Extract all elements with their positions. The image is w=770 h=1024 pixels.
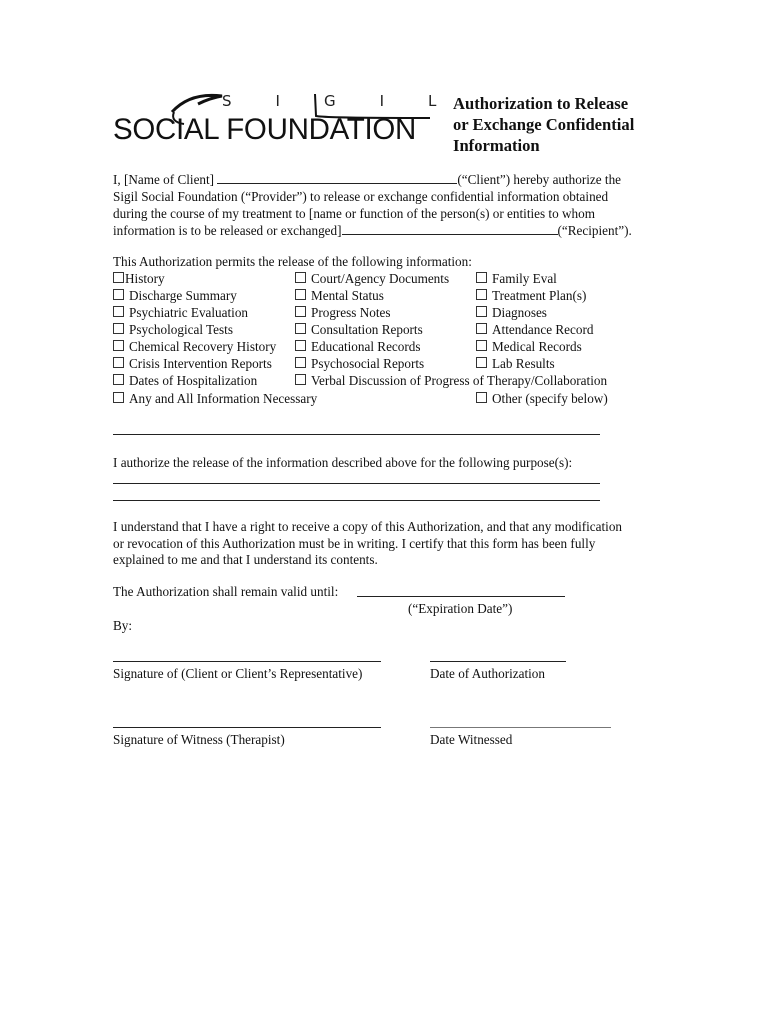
date-witnessed-field[interactable] — [430, 727, 611, 728]
title-line-2: or Exchange Confidential — [453, 115, 635, 134]
date-witnessed-label: Date Witnessed — [430, 732, 513, 747]
checkbox-medical-records[interactable] — [476, 338, 582, 355]
checkbox-box[interactable] — [295, 340, 306, 351]
checkbox-diagnoses[interactable] — [476, 304, 547, 321]
client-name-field[interactable] — [217, 171, 457, 184]
checkbox-consultation-reports[interactable] — [295, 321, 423, 338]
checkbox-court-docs[interactable] — [295, 270, 449, 287]
page-title — [453, 93, 693, 156]
checkbox-chemical-recovery[interactable] — [113, 338, 276, 355]
understand-line-1: I understand that I have a right to receive a copy of this Authorization, and that any modification — [113, 519, 623, 534]
other-specify-field[interactable] — [113, 434, 600, 435]
checkbox-psychiatric-eval[interactable] — [113, 304, 248, 321]
checkbox-label: Educational Records — [311, 339, 421, 354]
checkbox-box[interactable] — [295, 306, 306, 317]
checkbox-lab-results[interactable] — [476, 355, 555, 372]
checkbox-label: Psychological Tests — [129, 322, 233, 337]
by-label: By: — [113, 618, 133, 633]
checkbox-box[interactable] — [113, 323, 124, 334]
checkbox-label: Lab Results — [492, 356, 555, 371]
checkbox-box[interactable] — [113, 306, 124, 317]
expiration-date-field[interactable] — [357, 596, 565, 597]
checkbox-any-all[interactable] — [113, 390, 317, 407]
date-authorization-field[interactable] — [430, 661, 566, 662]
checkbox-label: Progress Notes — [311, 305, 391, 320]
understand-line-3: explained to me and that I understand its contents. — [113, 552, 378, 567]
checkbox-box[interactable] — [113, 392, 124, 403]
checkbox-label: Psychosocial Reports — [311, 356, 425, 371]
checkbox-box[interactable] — [113, 357, 124, 368]
intro-recipient-label: information is to be released or exchanged] — [113, 223, 342, 238]
checkbox-box[interactable] — [113, 340, 124, 351]
checkbox-box[interactable] — [476, 392, 487, 403]
checkbox-label: Any and All Information Necessary — [129, 391, 318, 406]
title-line-1: Authorization to Release — [453, 94, 629, 113]
valid-until-label: The Authorization shall remain valid until: — [113, 584, 339, 599]
checkbox-box[interactable] — [113, 374, 124, 385]
understand-line-2: or revocation of this Authorization must be in writing. I certify that this form has been fully — [113, 536, 596, 551]
checkbox-box[interactable] — [295, 374, 306, 385]
checkbox-label: Other (specify below) — [492, 391, 608, 406]
checkbox-box[interactable] — [476, 357, 487, 368]
permits-heading: This Authorization permits the release of the following information: — [113, 254, 472, 269]
checkbox-psych-tests[interactable] — [113, 321, 233, 338]
checkbox-label: History — [125, 271, 165, 286]
checkbox-discharge-summary[interactable] — [113, 287, 237, 304]
witness-signature-field[interactable] — [113, 727, 381, 728]
checkbox-box[interactable] — [476, 289, 487, 300]
intro-name-label: I, [Name of Client] — [113, 172, 218, 187]
logo-top-word: SIGIL — [222, 92, 481, 110]
title-line-3: Information — [453, 136, 540, 155]
purpose-text: I authorize the release of the information described above for the following purpose(s): — [113, 455, 573, 470]
checkbox-label: Diagnoses — [492, 305, 547, 320]
client-signature-field[interactable] — [113, 661, 381, 662]
purpose-field-1[interactable] — [113, 483, 600, 484]
checkbox-label: Dates of Hospitalization — [129, 373, 258, 388]
checkbox-box[interactable] — [295, 323, 306, 334]
checkbox-psychosocial-reports[interactable] — [295, 355, 424, 372]
checkbox-box[interactable] — [295, 357, 306, 368]
intro-line-1 — [113, 171, 621, 188]
checkbox-attendance-record[interactable] — [476, 321, 593, 338]
recipient-field[interactable] — [342, 222, 558, 235]
client-signature-label: Signature of (Client or Client’s Representative) — [113, 666, 363, 681]
checkbox-treatment-plans[interactable] — [476, 287, 586, 304]
checkbox-box[interactable] — [295, 289, 306, 300]
checkbox-box[interactable] — [476, 323, 487, 334]
checkbox-label: Crisis Intervention Reports — [129, 356, 272, 371]
expiration-date-label: (“Expiration Date”) — [408, 601, 513, 616]
checkbox-box[interactable] — [476, 272, 487, 283]
checkbox-box[interactable] — [113, 272, 124, 283]
checkbox-label: Chemical Recovery History — [129, 339, 277, 354]
checkbox-box[interactable] — [476, 306, 487, 317]
checkbox-verbal-discussion[interactable] — [295, 372, 607, 389]
intro-recipient-text: (“Recipient”). — [557, 223, 632, 238]
witness-signature-label: Signature of Witness (Therapist) — [113, 732, 285, 747]
checkbox-label: Psychiatric Evaluation — [129, 305, 249, 320]
checkbox-label: Attendance Record — [492, 322, 594, 337]
checkbox-label: Mental Status — [311, 288, 384, 303]
checkbox-label: Treatment Plan(s) — [492, 288, 587, 303]
intro-line-2: Sigil Social Foundation (“Provider”) to release or exchange confidential information obtained — [113, 189, 609, 204]
checkbox-other[interactable] — [476, 390, 608, 407]
checkbox-label: Verbal Discussion of Progress of Therapy/Collaboration — [311, 373, 608, 388]
checkbox-label: Court/Agency Documents — [311, 271, 450, 286]
checkbox-mental-status[interactable] — [295, 287, 384, 304]
checkbox-label: Family Eval — [492, 271, 557, 286]
intro-client-text: (“Client”) hereby authorize the — [457, 172, 622, 187]
checkbox-dates-hospitalization[interactable] — [113, 372, 257, 389]
checkbox-box[interactable] — [295, 272, 306, 283]
checkbox-label: Discharge Summary — [129, 288, 237, 303]
checkbox-label: Consultation Reports — [311, 322, 423, 337]
intro-line-3: during the course of my treatment to [name or function of the person(s) or entities to whom — [113, 206, 595, 221]
checkbox-history[interactable] — [113, 270, 165, 287]
checkbox-family-eval[interactable] — [476, 270, 557, 287]
checkbox-educational-records[interactable] — [295, 338, 421, 355]
checkbox-box[interactable] — [113, 289, 124, 300]
checkbox-label: Medical Records — [492, 339, 582, 354]
checkbox-box[interactable] — [476, 340, 487, 351]
logo-main-text: SOCIAL FOUNDATION — [113, 113, 417, 146]
date-authorization-label: Date of Authorization — [430, 666, 545, 681]
purpose-field-2[interactable] — [113, 500, 600, 501]
checkbox-crisis-reports[interactable] — [113, 355, 272, 372]
checkbox-progress-notes[interactable] — [295, 304, 391, 321]
intro-line-4 — [113, 222, 632, 239]
